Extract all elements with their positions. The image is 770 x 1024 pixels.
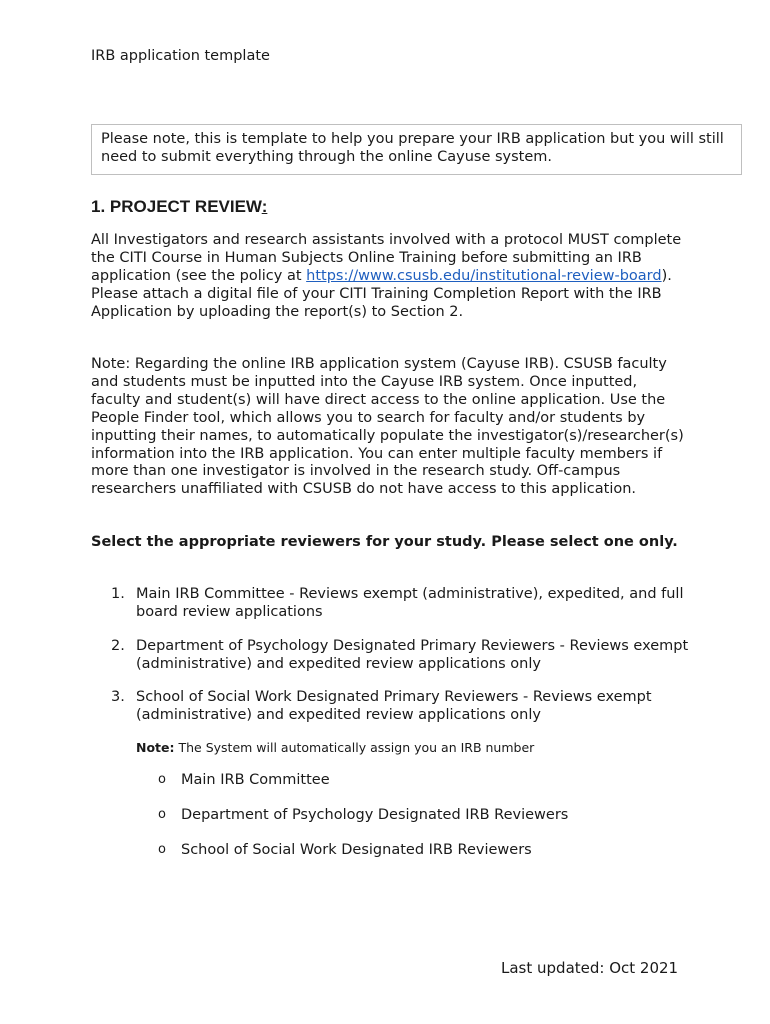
reviewer-number: 3. [111, 689, 125, 705]
select-reviewers-instruction: Select the appropriate reviewers for your study. Please select one only. [91, 534, 678, 550]
document-title: IRB application template [91, 48, 270, 64]
option-label: School of Social Work Designated IRB Reviewers [181, 842, 532, 858]
cayuse-note-paragraph: Note: Regarding the online IRB application system (Cayuse IRB). CSUSB faculty and students must be inputted into the Cayuse IRB system. Once inputted, faculty and student(s) will have direct access to the online application. Use the People Finder tool, which allows you to search for faculty and/or students by inputting their names, to automatically populate the investigator(s)/researcher(s) information into the IRB application. You can enter multiple faculty members if more than one investigator is involved in the research study. Off-campus researchers unaffiliated with CSUSB do not have access to this application. [91, 356, 684, 498]
reviewer-option-main-irb[interactable] [158, 771, 330, 789]
citi-training-paragraph [91, 232, 691, 322]
option-bullet-icon: o [158, 772, 166, 787]
reviewer-number: 1. [111, 586, 125, 602]
option-label: Department of Psychology Designated IRB Reviewers [181, 807, 569, 823]
notice-box [91, 124, 742, 175]
reviewer-option-psychology[interactable] [158, 806, 568, 824]
reviewer-option-social-work[interactable] [158, 841, 532, 859]
system-note-label: Note: [136, 740, 175, 755]
section-title [91, 197, 267, 217]
citi-text-before-link: All Investigators and research assistants involved with a protocol MUST complete the CITI Course in Human Subjects Online Training before submitting an IRB application (see the policy at [91, 232, 682, 284]
system-note-text: The System will automatically assign you an IRB number [174, 740, 535, 755]
reviewer-description: Main IRB Committee - Reviews exempt (administrative), expedited, and full board review applications [136, 586, 684, 620]
reviewer-list-item [111, 586, 691, 622]
option-label: Main IRB Committee [181, 772, 330, 788]
reviewer-list-item [111, 638, 691, 674]
citi-text-after-link: ). Please attach a digital file of your CITI Training Completion Report with the IRB Application by uploading the report(s) to Section 2. [91, 267, 672, 320]
reviewer-list-item [111, 689, 691, 725]
option-bullet-icon: o [158, 842, 166, 857]
reviewer-number: 2. [111, 638, 125, 654]
notice-text: Please note, this is template to help you prepare your IRB application but you will still need to submit everything through the online Cayuse system. [101, 131, 724, 165]
reviewer-description: Department of Psychology Designated Primary Reviewers - Reviews exempt (administrative) and expedited review applications only [136, 638, 689, 672]
reviewer-description: School of Social Work Designated Primary Reviewers - Reviews exempt (administrative) and expedited review applications only [136, 689, 652, 723]
system-note [136, 740, 534, 756]
section-title-text: 1. PROJECT REVIEW [91, 197, 262, 216]
section-title-colon: : [261, 197, 268, 216]
option-bullet-icon: o [158, 807, 166, 822]
last-updated: Last updated: Oct 2021 [501, 959, 679, 977]
irb-policy-link[interactable]: https://www.csusb.edu/institutional-review-board [306, 267, 662, 284]
